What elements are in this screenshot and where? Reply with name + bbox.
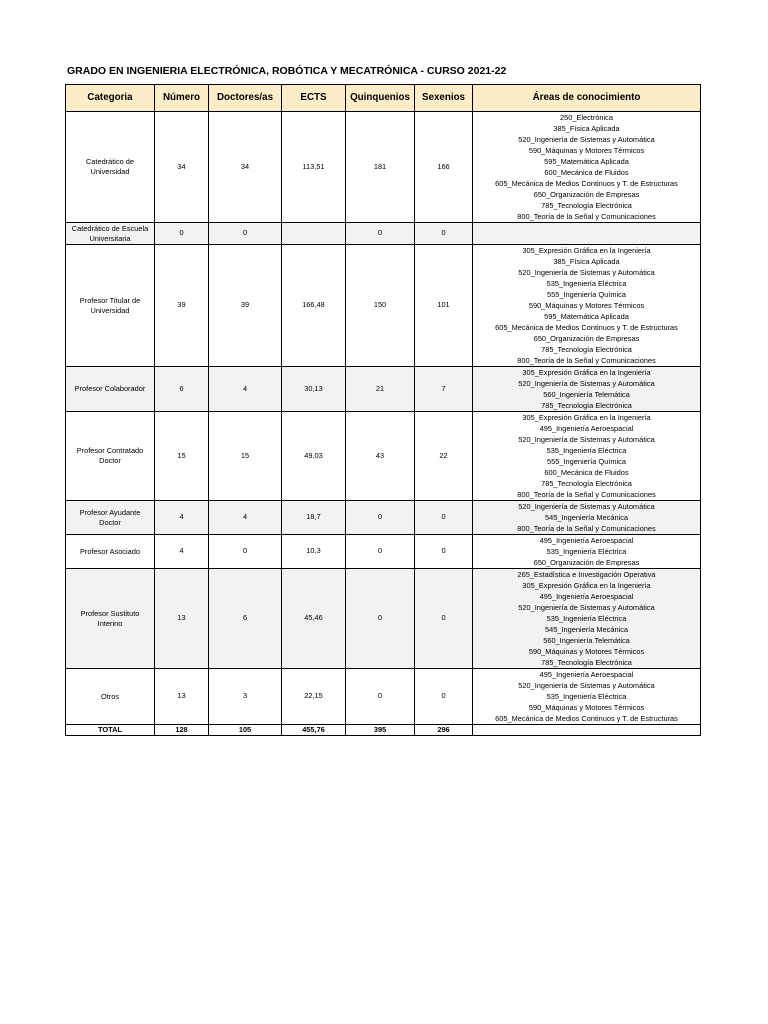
- cell-quinquenios: 0: [346, 535, 415, 569]
- table-row: [66, 112, 701, 223]
- area-item: 520_Ingeniería de Sistemas y Automática: [518, 379, 655, 388]
- area-item: 305_Expresión Gráfica en la Ingeniería: [522, 368, 651, 377]
- cell-numero: 4: [155, 535, 209, 569]
- total-row: [66, 725, 701, 736]
- categoria-line: Doctor: [99, 456, 121, 465]
- area-item: 650_Organización de Empresas: [533, 558, 640, 567]
- cell-numero: 13: [155, 569, 209, 669]
- table-row: [66, 569, 701, 669]
- area-item: 520_Ingeniería de Sistemas y Automática: [518, 603, 655, 612]
- cell-quinquenios: 0: [346, 501, 415, 535]
- area-item: 800_Teoría de la Señal y Comunicaciones: [517, 356, 656, 365]
- area-item: 560_Ingeniería Telemática: [543, 390, 630, 399]
- area-item: 600_Mecánica de Fluidos: [544, 168, 629, 177]
- area-item: 800_Teoría de la Señal y Comunicaciones: [517, 490, 656, 499]
- total-numero: 128: [155, 725, 209, 736]
- cell-categoria: [66, 535, 155, 569]
- cell-categoria: [66, 112, 155, 223]
- area-item: 600_Mecánica de Fluidos: [544, 468, 629, 477]
- area-item: 785_Tecnología Electrónica: [541, 479, 632, 488]
- cell-categoria: [66, 367, 155, 412]
- cell-ects: 10,3: [282, 535, 346, 569]
- categoria-line: Interino: [97, 618, 123, 628]
- cell-numero: 39: [155, 245, 209, 367]
- area-item: 605_Mecánica de Medios Continuos y T. de Estructuras: [495, 179, 678, 188]
- cell-areas: [473, 501, 701, 535]
- cell-categoria: [66, 669, 155, 725]
- area-item: 785_Tecnología Electrónica: [541, 201, 632, 210]
- cell-categoria: [66, 412, 155, 501]
- area-item: 535_Ingeniería Eléctrica: [546, 446, 627, 455]
- faculty-table: [65, 84, 701, 736]
- area-item: 520_Ingeniería de Sistemas y Automática: [518, 268, 655, 277]
- categoria-line: Profesor Titular de: [79, 295, 141, 305]
- categoria-line: Profesor Sustituto: [80, 608, 140, 618]
- area-item: 495_Ingeniería Aeroespacial: [539, 592, 634, 601]
- area-item: 555_Ingeniería Química: [547, 290, 626, 299]
- cell-areas: [473, 223, 701, 245]
- cell-sexenios: 0: [415, 223, 473, 245]
- page-title: GRADO EN INGENIERIA ELECTRÓNICA, ROBÓTICA Y MECATRÓNICA - CURSO 2021-22: [67, 65, 507, 77]
- cell-numero: 4: [155, 501, 209, 535]
- cell-ects: 113,51: [282, 112, 346, 223]
- cell-quinquenios: 21: [346, 367, 415, 412]
- area-item: 545_Ingeniería Mecánica: [545, 625, 628, 634]
- header-row: [66, 85, 701, 112]
- area-item: 250_Electrónica: [559, 113, 613, 122]
- cell-sexenios: 101: [415, 245, 473, 367]
- area-item: 495_Ingeniería Aeroespacial: [539, 536, 634, 545]
- cell-doctores: 39: [209, 245, 282, 367]
- categoria-line: Profesor Asociado: [80, 546, 140, 556]
- cell-quinquenios: 181: [346, 112, 415, 223]
- area-item: 595_Matemática Aplicada: [544, 157, 629, 166]
- categoria-line: Profesor Ayudante: [79, 507, 141, 517]
- table-row: [66, 535, 701, 569]
- cell-numero: 6: [155, 367, 209, 412]
- cell-doctores: 15: [209, 412, 282, 501]
- cell-quinquenios: 150: [346, 245, 415, 367]
- total-sexenios: 296: [415, 725, 473, 736]
- area-item: 555_Ingeniería Química: [547, 457, 626, 466]
- cell-doctores: 0: [209, 223, 282, 245]
- cell-categoria: [66, 245, 155, 367]
- header-sexenios: Sexenios: [415, 85, 473, 112]
- cell-quinquenios: 43: [346, 412, 415, 501]
- header-numero: Número: [155, 85, 209, 112]
- cell-ects: [282, 223, 346, 245]
- area-item: 590_Máquinas y Motores Térmicos: [528, 647, 645, 656]
- cell-quinquenios: 0: [346, 669, 415, 725]
- area-item: 535_Ingeniería Eléctrica: [546, 614, 627, 623]
- cell-sexenios: 0: [415, 535, 473, 569]
- total-ects: 455,76: [282, 725, 346, 736]
- area-item: 535_Ingeniería Eléctrica: [546, 692, 627, 701]
- cell-ects: 18,7: [282, 501, 346, 535]
- cell-doctores: 0: [209, 535, 282, 569]
- cell-doctores: 6: [209, 569, 282, 669]
- categoria-line: Profesor Colaborador: [74, 384, 146, 393]
- area-item: 590_Máquinas y Motores Térmicos: [528, 146, 645, 155]
- cell-doctores: 3: [209, 669, 282, 725]
- header-doctores: Doctores/as: [209, 85, 282, 112]
- cell-areas: [473, 412, 701, 501]
- area-item: 305_Expresión Gráfica en la Ingeniería: [522, 581, 651, 590]
- header-quinquenios: Quinquenios: [346, 85, 415, 112]
- area-item: 800_Teoría de la Señal y Comunicaciones: [517, 524, 656, 533]
- area-item: 650_Organización de Empresas: [533, 190, 640, 199]
- cell-sexenios: 0: [415, 569, 473, 669]
- table-row: [66, 669, 701, 725]
- cell-areas: [473, 112, 701, 223]
- cell-categoria: [66, 501, 155, 535]
- categoria-line: Catedrático de Escuela: [71, 223, 149, 233]
- categoria-line: Universidad: [90, 305, 130, 315]
- table-row: [66, 501, 701, 535]
- cell-doctores: 4: [209, 501, 282, 535]
- area-item: 650_Organización de Empresas: [533, 334, 640, 343]
- cell-areas: [473, 569, 701, 669]
- cell-categoria: [66, 569, 155, 669]
- header-ects: ECTS: [282, 85, 346, 112]
- area-item: 605_Mecánica de Medios Continuos y T. de Estructuras: [495, 323, 678, 332]
- area-item: 495_Ingeniería Aeroespacial: [539, 424, 634, 433]
- area-item: 520_Ingeniería de Sistemas y Automática: [518, 502, 655, 511]
- area-item: 535_Ingeniería Eléctrica: [546, 279, 627, 288]
- table-body: [66, 112, 701, 736]
- area-item: 520_Ingeniería de Sistemas y Automática: [518, 135, 655, 144]
- categoria-line: Catedrático de: [85, 157, 135, 166]
- area-item: 385_Física Aplicada: [553, 124, 620, 133]
- cell-ects: 22,15: [282, 669, 346, 725]
- area-item: 520_Ingeniería de Sistemas y Automática: [518, 435, 655, 444]
- categoria-line: Universidad: [90, 167, 130, 176]
- cell-areas: [473, 245, 701, 367]
- table-row: [66, 412, 701, 501]
- header-areas: Áreas de conocimiento: [473, 85, 701, 112]
- area-item: 385_Física Aplicada: [553, 257, 620, 266]
- total-quinquenios: 395: [346, 725, 415, 736]
- cell-doctores: 34: [209, 112, 282, 223]
- cell-numero: 15: [155, 412, 209, 501]
- cell-quinquenios: 0: [346, 223, 415, 245]
- cell-areas: [473, 535, 701, 569]
- categoria-line: Otros: [100, 691, 120, 701]
- area-item: 560_Ingeniería Telemática: [543, 636, 630, 645]
- area-item: 785_Tecnología Electrónica: [541, 658, 632, 667]
- area-item: 590_Máquinas y Motores Térmicos: [528, 703, 645, 712]
- cell-areas: [473, 669, 701, 725]
- area-item: 785_Tecnología Electrónica: [541, 345, 632, 354]
- total-doctores: 105: [209, 725, 282, 736]
- area-item: 545_Ingeniería Mecánica: [545, 513, 628, 522]
- area-item: 305_Expresión Gráfica en la Ingeniería: [522, 413, 651, 422]
- cell-categoria: [66, 223, 155, 245]
- total-label: TOTAL: [66, 725, 155, 736]
- categoria-line: Doctor: [99, 517, 121, 527]
- cell-ects: 49,03: [282, 412, 346, 501]
- area-item: 800_Teoría de la Señal y Comunicaciones: [517, 212, 656, 221]
- cell-sexenios: 22: [415, 412, 473, 501]
- area-item: 785_Tecnología Electrónica: [541, 401, 632, 410]
- cell-quinquenios: 0: [346, 569, 415, 669]
- cell-ects: 30,13: [282, 367, 346, 412]
- cell-sexenios: 0: [415, 669, 473, 725]
- cell-ects: 45,46: [282, 569, 346, 669]
- categoria-line: Universitaria: [89, 233, 131, 243]
- cell-numero: 13: [155, 669, 209, 725]
- area-item: 535_Ingeniería Eléctrica: [546, 547, 627, 556]
- table-row: [66, 223, 701, 245]
- cell-numero: 0: [155, 223, 209, 245]
- area-item: 590_Máquinas y Motores Térmicos: [528, 301, 645, 310]
- table-row: [66, 367, 701, 412]
- area-item: 605_Mecánica de Medios Continuos y T. de Estructuras: [495, 714, 678, 723]
- total-areas: [473, 725, 701, 736]
- cell-areas: [473, 367, 701, 412]
- cell-doctores: 4: [209, 367, 282, 412]
- area-item: 595_Matemática Aplicada: [544, 312, 629, 321]
- header-categoria: Categoria: [66, 85, 155, 112]
- area-item: 495_Ingeniería Aeroespacial: [539, 670, 634, 679]
- cell-sexenios: 0: [415, 501, 473, 535]
- area-item: 305_Expresión Gráfica en la Ingeniería: [522, 246, 651, 255]
- cell-ects: 166,48: [282, 245, 346, 367]
- area-item: 265_Estadística e Investigación Operativa: [517, 570, 656, 579]
- area-item: 520_Ingeniería de Sistemas y Automática: [518, 681, 655, 690]
- cell-numero: 34: [155, 112, 209, 223]
- categoria-line: Profesor Contratado: [76, 446, 144, 455]
- table-row: [66, 245, 701, 367]
- cell-sexenios: 166: [415, 112, 473, 223]
- cell-sexenios: 7: [415, 367, 473, 412]
